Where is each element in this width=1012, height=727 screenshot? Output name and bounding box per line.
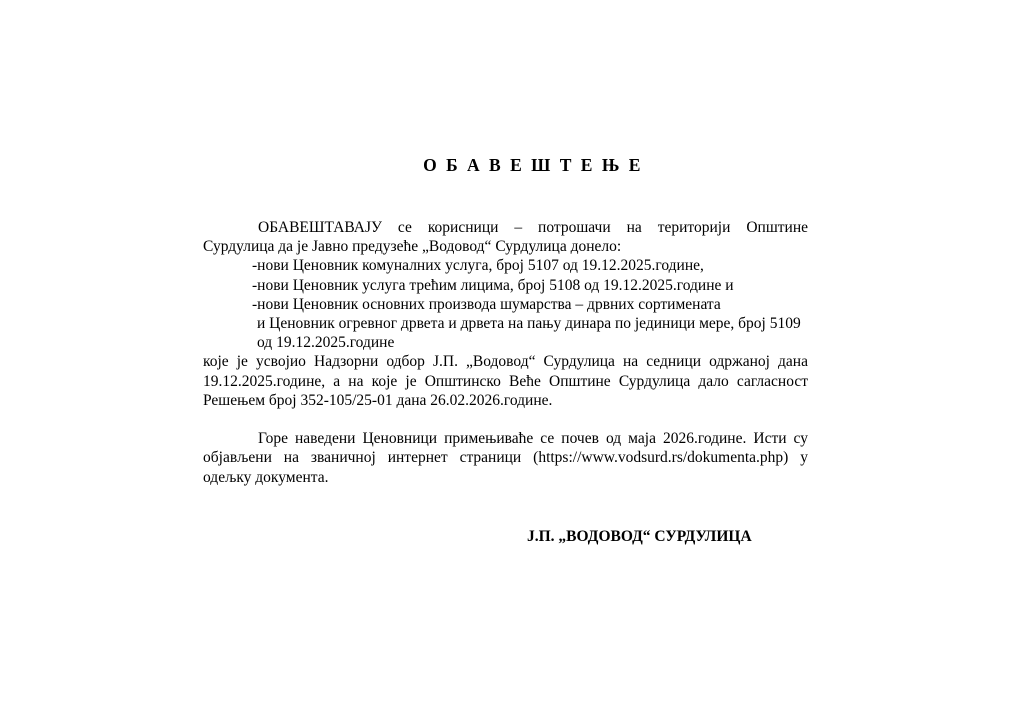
paragraph2-line3: одељку документа. [203, 468, 329, 486]
approval-line3: Решењем број 352-105/25-01 дана 26.02.2026.године. [203, 391, 553, 409]
approval-line1: које је усвојио Надзорни одбор Ј.П. „Водовод“ Сурдулица на седници одржаној дана [203, 353, 808, 371]
price-list-item2: -нови Ценовник услуга трећим лицима, број 5108 од 19.12.2025.године и [252, 276, 734, 294]
price-list-item3-continuation1: и Ценовник огревног дрвета и дрвета на пању динара по јединици мере, број 5109 [257, 315, 801, 333]
price-list-item1: -нови Ценовник комуналних услуга, број 5107 од 19.12.2025.године, [252, 257, 704, 275]
price-list-item3: -нови Ценовник основних производа шумарства – дрвних сортимената [252, 295, 721, 313]
paragraph1-line1: ОБАВЕШТАВАЈУ се корисници – потрошачи на територији Општине [258, 219, 808, 236]
document-body [203, 218, 808, 487]
approval-line2: 19.12.2025.године, а на које је Општинско Веће Општине Сурдулица дало сагласност [203, 372, 808, 390]
blank-line [203, 410, 808, 429]
document-title: О Б А В Е Ш Т Е Њ Е [423, 155, 643, 175]
company-signature: Ј.П. „ВОДОВОД“ СУРДУЛИЦА [527, 528, 752, 545]
paragraph2-line2: објављени на званичној интернет страници (https://www.vodsurd.rs/dokumenta.php) у [203, 449, 808, 467]
paragraph1-line2: Сурдулица да је Јавно предузеће „Водовод“ Сурдулица донело: [203, 238, 622, 256]
paragraph2-line1: Горе наведени Ценовници примењиваће се почев од маја 2026.године. Исти су [258, 430, 808, 448]
price-list-item3-continuation2: од 19.12.2025.године [257, 334, 395, 352]
